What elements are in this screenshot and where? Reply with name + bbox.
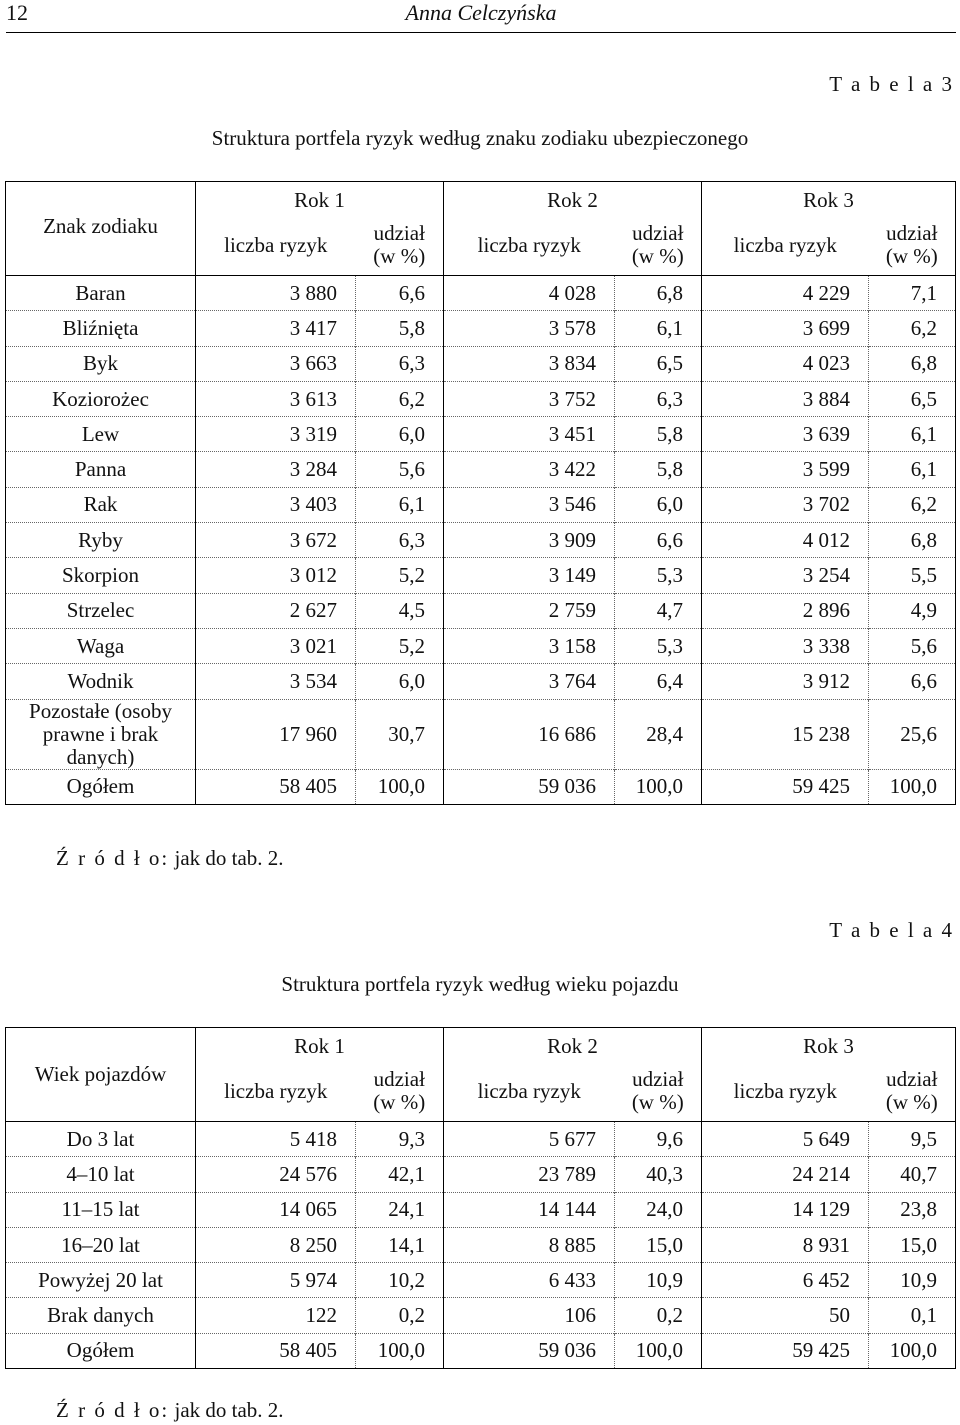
risk-count-cell: 8 885 [444,1227,615,1262]
risk-count-cell: 3 578 [444,311,615,346]
share-percent-cell: 24,0 [615,1192,702,1227]
risk-count-cell: 3 254 [702,558,869,593]
table-row [6,558,956,593]
share-percent-cell: 6,3 [356,346,444,381]
share-percent-cell: 5,2 [356,558,444,593]
share-percent-cell: 100,0 [615,769,702,804]
share-percent-cell: 6,6 [615,523,702,558]
risk-count-cell: 8 250 [196,1227,356,1262]
table-row [6,452,956,487]
risk-count-cell: 5 677 [444,1122,615,1157]
table3-zodiac [5,181,956,805]
share-percent-cell: 25,6 [869,699,956,769]
risk-count-cell: 3 021 [196,628,356,663]
risk-count-cell: 6 433 [444,1263,615,1298]
share-percent-cell: 5,6 [869,628,956,663]
risk-count-cell: 3 912 [702,664,869,699]
risk-count-cell: 59 425 [702,769,869,804]
row-label-cell: Ogółem [6,1333,196,1368]
share-percent-cell: 6,8 [615,276,702,311]
table3-header-share-3: udział (w %) [869,216,956,276]
share-percent-cell: 100,0 [356,1333,444,1368]
risk-count-cell: 15 238 [702,699,869,769]
risk-count-cell: 3 338 [702,628,869,663]
risk-count-cell: 3 884 [702,381,869,416]
share-percent-cell: 6,4 [615,664,702,699]
row-label-cell: Bliźnięta [6,311,196,346]
risk-count-cell: 3 672 [196,523,356,558]
risk-count-cell: 5 649 [702,1122,869,1157]
risk-count-cell: 59 036 [444,769,615,804]
table3-header-year3: Rok 3 [702,182,956,216]
risk-count-cell: 59 036 [444,1333,615,1368]
table3-header-share-1: udział (w %) [356,216,444,276]
share-percent-cell: 6,1 [356,487,444,522]
share-percent-cell: 6,3 [356,523,444,558]
table-row [6,487,956,522]
share-percent-cell: 6,5 [615,346,702,381]
risk-count-cell: 5 974 [196,1263,356,1298]
risk-count-cell: 3 639 [702,417,869,452]
table4-header-year2: Rok 2 [444,1028,702,1062]
running-header-author: Anna Celczyńska [405,0,557,25]
risk-count-cell: 2 896 [702,593,869,628]
share-percent-cell: 14,1 [356,1227,444,1262]
share-percent-cell: 5,8 [615,452,702,487]
risk-count-cell: 106 [444,1298,615,1333]
share-percent-cell: 10,9 [615,1263,702,1298]
risk-count-cell: 16 686 [444,699,615,769]
table4-body [6,1122,956,1369]
share-percent-cell: 100,0 [869,769,956,804]
table3-header-year1: Rok 1 [196,182,444,216]
row-label-cell: Strzelec [6,593,196,628]
table4-header-count-2: liczba ryzyk [444,1062,615,1122]
share-percent-cell: 6,1 [869,452,956,487]
table4-header-share-3: udział (w %) [869,1062,956,1122]
share-percent-cell: 6,3 [615,381,702,416]
share-percent-cell: 6,6 [356,276,444,311]
table4-header-year3: Rok 3 [702,1028,956,1062]
table3-source: Ź r ó d ł o: jak do tab. 2. [56,846,284,870]
share-percent-cell: 5,2 [356,628,444,663]
share-percent-cell: 6,1 [869,417,956,452]
share-percent-cell: 6,0 [356,417,444,452]
row-label-cell: Waga [6,628,196,663]
share-percent-cell: 6,0 [356,664,444,699]
risk-count-cell: 3 764 [444,664,615,699]
table-row [6,523,956,558]
risk-count-cell: 2 627 [196,593,356,628]
table3-header-count-2: liczba ryzyk [444,216,615,276]
row-label-cell: Brak danych [6,1298,196,1333]
risk-count-cell: 5 418 [196,1122,356,1157]
table-row [6,664,956,699]
share-percent-cell: 0,2 [356,1298,444,1333]
table4-header-year1: Rok 1 [196,1028,444,1062]
row-label-cell: 11–15 lat [6,1192,196,1227]
table-row [6,417,956,452]
share-percent-cell: 0,1 [869,1298,956,1333]
risk-count-cell: 14 065 [196,1192,356,1227]
table-row [6,1333,956,1368]
running-header [6,0,956,33]
share-percent-cell: 24,1 [356,1192,444,1227]
share-percent-cell: 6,6 [869,664,956,699]
share-percent-cell: 9,3 [356,1122,444,1157]
risk-count-cell: 3 534 [196,664,356,699]
risk-count-cell: 3 752 [444,381,615,416]
share-percent-cell: 5,3 [615,558,702,593]
row-label-cell: Baran [6,276,196,311]
risk-count-cell: 14 129 [702,1192,869,1227]
risk-count-cell: 24 214 [702,1157,869,1192]
risk-count-cell: 23 789 [444,1157,615,1192]
risk-count-cell: 122 [196,1298,356,1333]
risk-count-cell: 14 144 [444,1192,615,1227]
risk-count-cell: 3 880 [196,276,356,311]
share-percent-cell: 9,5 [869,1122,956,1157]
share-percent-cell: 5,3 [615,628,702,663]
risk-count-cell: 3 149 [444,558,615,593]
row-label-cell: Do 3 lat [6,1122,196,1157]
risk-count-cell: 3 012 [196,558,356,593]
table-row [6,699,956,769]
risk-count-cell: 50 [702,1298,869,1333]
risk-count-cell: 3 546 [444,487,615,522]
table-row [6,381,956,416]
share-percent-cell: 5,6 [356,452,444,487]
table4-header-share-2: udział (w %) [615,1062,702,1122]
table-row [6,628,956,663]
share-percent-cell: 6,1 [615,311,702,346]
risk-count-cell: 3 909 [444,523,615,558]
table4-header-share-1: udział (w %) [356,1062,444,1122]
risk-count-cell: 3 451 [444,417,615,452]
risk-count-cell: 3 663 [196,346,356,381]
table-row [6,1157,956,1192]
risk-count-cell: 3 699 [702,311,869,346]
risk-count-cell: 58 405 [196,769,356,804]
risk-count-cell: 4 229 [702,276,869,311]
share-percent-cell: 28,4 [615,699,702,769]
row-label-cell: 4–10 lat [6,1157,196,1192]
table3-title: Struktura portfela ryzyk według znaku zodiaku ubezpieczonego [211,126,749,150]
share-percent-cell: 5,8 [615,417,702,452]
table3-label: T a b e l a 3 [829,72,954,96]
table-row [6,1122,956,1157]
risk-count-cell: 3 158 [444,628,615,663]
share-percent-cell: 23,8 [869,1192,956,1227]
share-percent-cell: 6,0 [615,487,702,522]
row-label-cell: Rak [6,487,196,522]
table3-header-share-2: udział (w %) [615,216,702,276]
share-percent-cell: 0,2 [615,1298,702,1333]
table4-header-count-3: liczba ryzyk [702,1062,869,1122]
page-number: 12 [6,0,28,25]
share-percent-cell: 4,9 [869,593,956,628]
row-label-cell: Ogółem [6,769,196,804]
table-row [6,1263,956,1298]
row-label-cell: Panna [6,452,196,487]
table4-header-age: Wiek pojazdów [6,1028,196,1122]
risk-count-cell: 3 702 [702,487,869,522]
risk-count-cell: 4 012 [702,523,869,558]
share-percent-cell: 6,2 [869,487,956,522]
share-percent-cell: 4,7 [615,593,702,628]
table-row [6,769,956,804]
share-percent-cell: 40,7 [869,1157,956,1192]
risk-count-cell: 6 452 [702,1263,869,1298]
share-percent-cell: 5,8 [356,311,444,346]
risk-count-cell: 4 023 [702,346,869,381]
row-label-cell: Pozostałe (osoby prawne i brak danych) [6,699,196,769]
table-row [6,593,956,628]
share-percent-cell: 100,0 [869,1333,956,1368]
row-label-cell: Koziorożec [6,381,196,416]
table3-header-count-3: liczba ryzyk [702,216,869,276]
share-percent-cell: 6,5 [869,381,956,416]
share-percent-cell: 40,3 [615,1157,702,1192]
row-label-cell: Skorpion [6,558,196,593]
risk-count-cell: 17 960 [196,699,356,769]
table-row [6,1227,956,1262]
risk-count-cell: 2 759 [444,593,615,628]
share-percent-cell: 6,8 [869,523,956,558]
risk-count-cell: 8 931 [702,1227,869,1262]
table-row [6,1298,956,1333]
row-label-cell: Ryby [6,523,196,558]
table-row [6,311,956,346]
table3-body [6,276,956,805]
row-label-cell: Powyżej 20 lat [6,1263,196,1298]
table-row [6,346,956,381]
share-percent-cell: 5,5 [869,558,956,593]
risk-count-cell: 3 599 [702,452,869,487]
risk-count-cell: 3 613 [196,381,356,416]
table3-header-sign: Znak zodiaku [6,182,196,276]
risk-count-cell: 3 834 [444,346,615,381]
share-percent-cell: 6,8 [869,346,956,381]
share-percent-cell: 100,0 [615,1333,702,1368]
row-label-cell: Wodnik [6,664,196,699]
share-percent-cell: 10,9 [869,1263,956,1298]
risk-count-cell: 3 422 [444,452,615,487]
share-percent-cell: 15,0 [615,1227,702,1262]
share-percent-cell: 15,0 [869,1227,956,1262]
table4-title: Struktura portfela ryzyk według wieku pojazdu [281,972,679,996]
row-label-cell: Lew [6,417,196,452]
share-percent-cell: 42,1 [356,1157,444,1192]
table-row [6,1192,956,1227]
share-percent-cell: 7,1 [869,276,956,311]
risk-count-cell: 3 284 [196,452,356,487]
table3-header-year2: Rok 2 [444,182,702,216]
table3-header-count-1: liczba ryzyk [196,216,356,276]
risk-count-cell: 58 405 [196,1333,356,1368]
table4-header-count-1: liczba ryzyk [196,1062,356,1122]
risk-count-cell: 24 576 [196,1157,356,1192]
row-label-cell: 16–20 lat [6,1227,196,1262]
risk-count-cell: 3 403 [196,487,356,522]
table4-label: T a b e l a 4 [829,918,954,942]
row-label-cell: Byk [6,346,196,381]
share-percent-cell: 9,6 [615,1122,702,1157]
table4-vehicle-age [5,1027,956,1369]
table-row [6,276,956,311]
share-percent-cell: 6,2 [869,311,956,346]
table4-source: Ź r ó d ł o: jak do tab. 2. [56,1398,284,1422]
share-percent-cell: 100,0 [356,769,444,804]
share-percent-cell: 30,7 [356,699,444,769]
share-percent-cell: 6,2 [356,381,444,416]
risk-count-cell: 3 417 [196,311,356,346]
share-percent-cell: 10,2 [356,1263,444,1298]
share-percent-cell: 4,5 [356,593,444,628]
risk-count-cell: 59 425 [702,1333,869,1368]
risk-count-cell: 4 028 [444,276,615,311]
risk-count-cell: 3 319 [196,417,356,452]
